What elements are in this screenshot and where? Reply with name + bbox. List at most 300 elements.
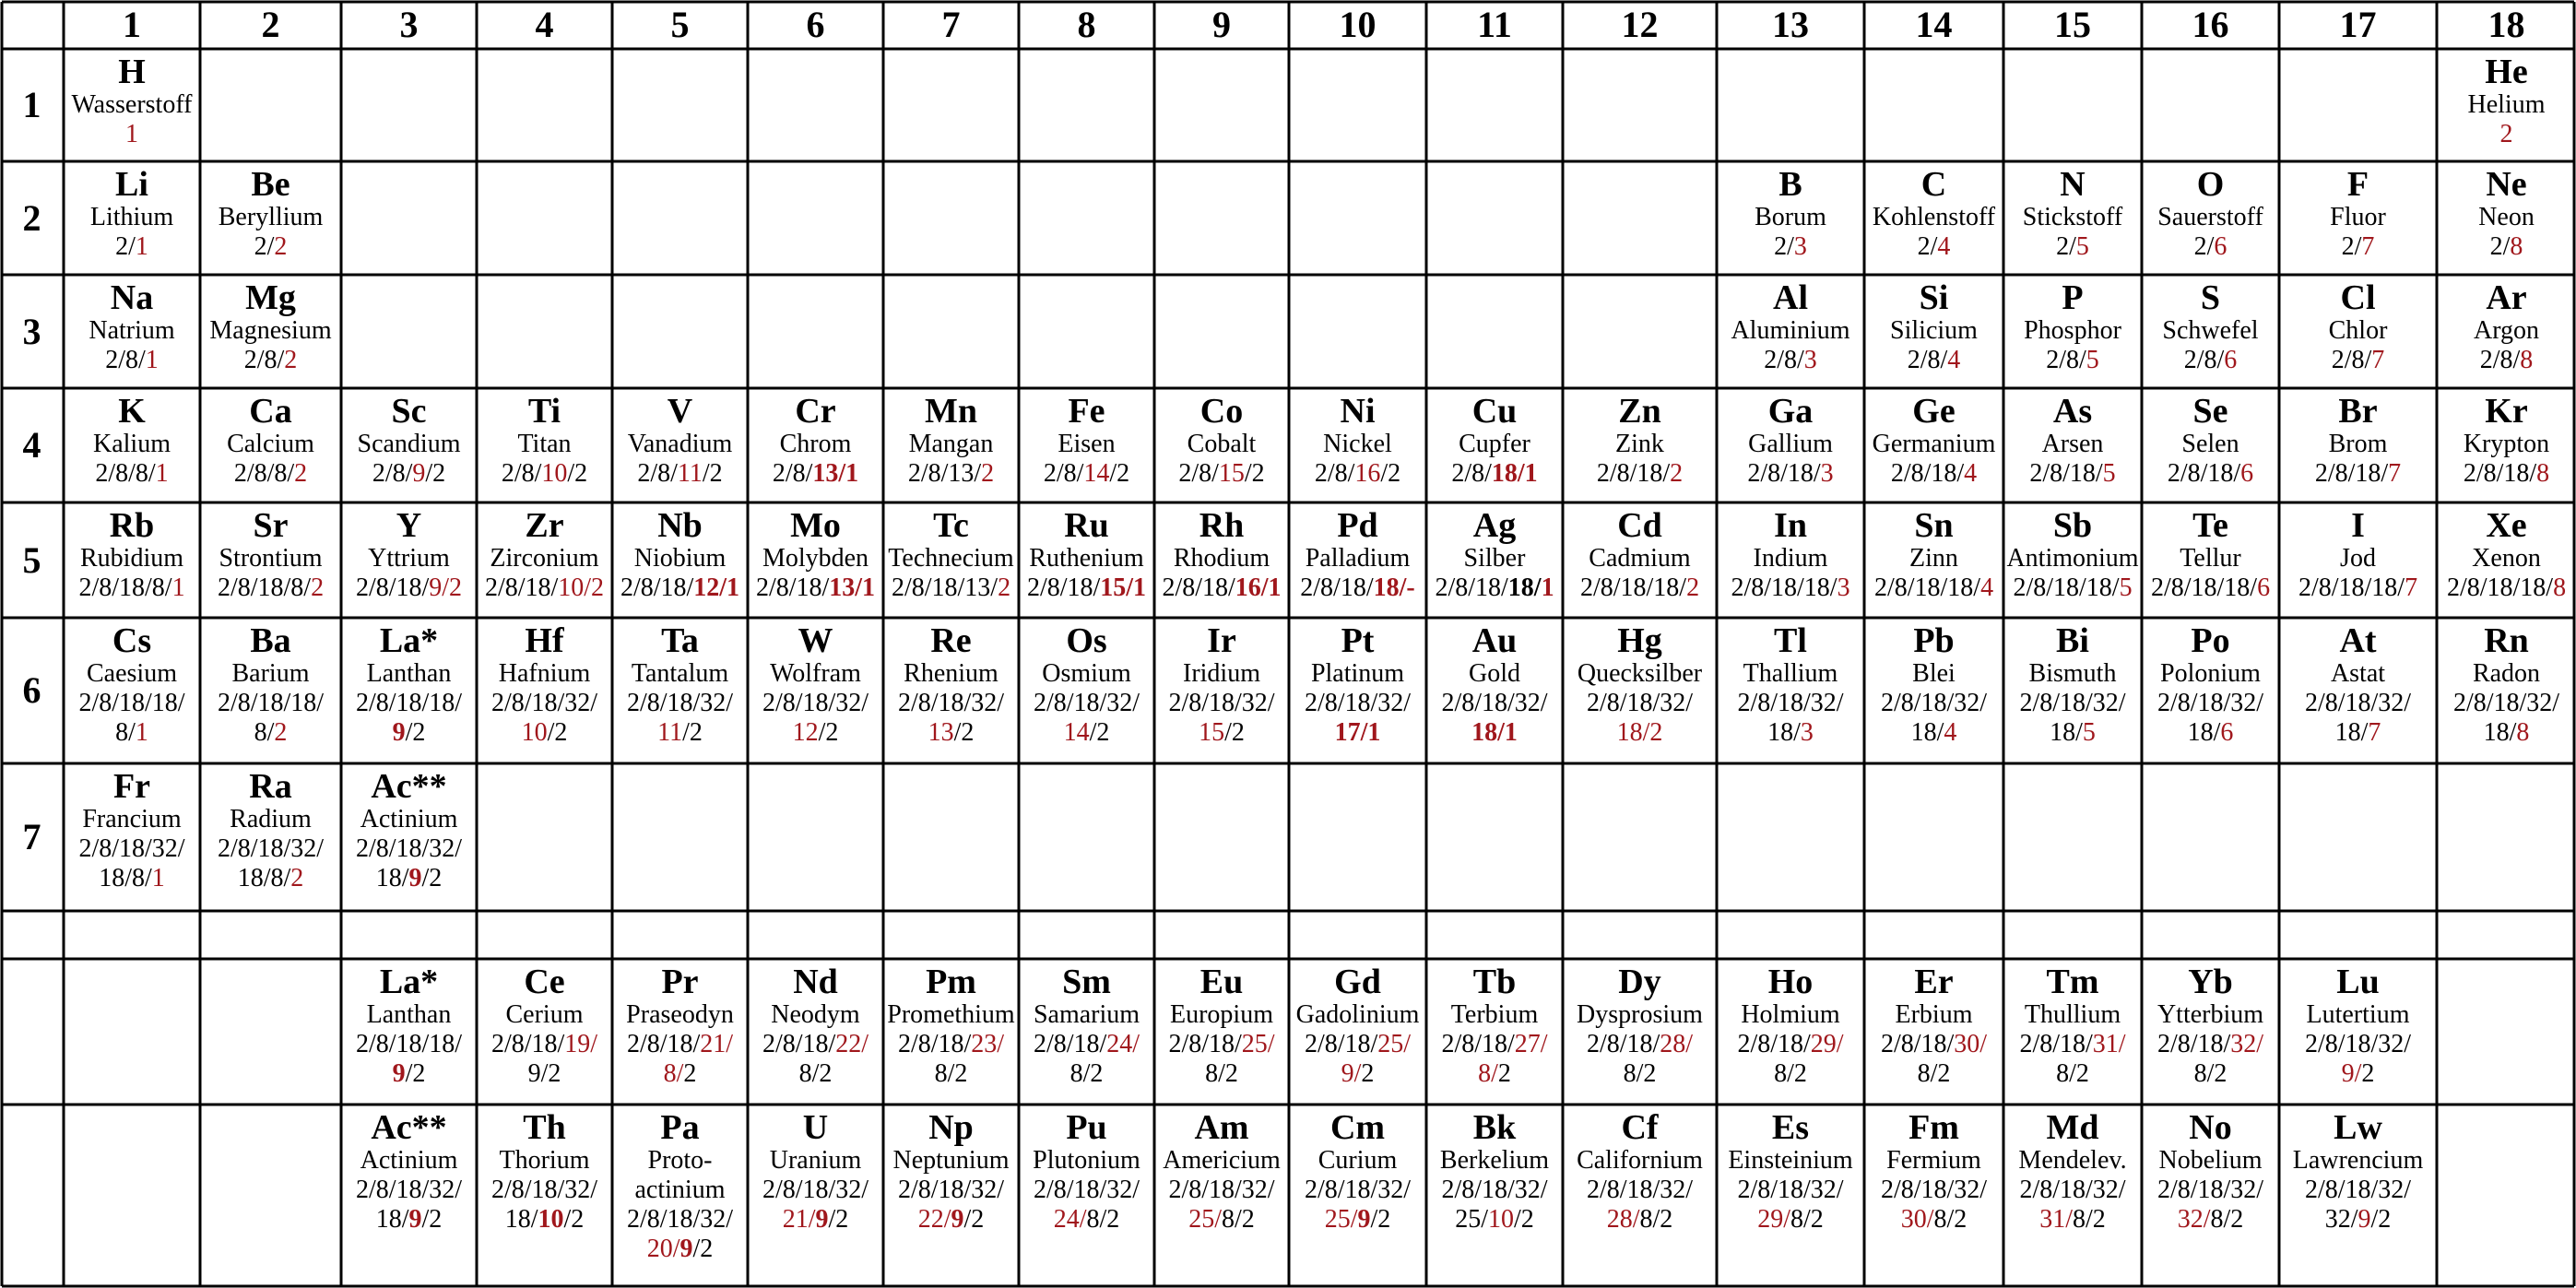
element-symbol: Ar — [2486, 278, 2527, 317]
group-header: 18 — [2487, 3, 2525, 45]
config-segment: 2/8/18/32/ — [626, 689, 734, 717]
element-cell-sn — [1859, 507, 2009, 603]
config-segment: /2 — [1380, 459, 1401, 488]
element-symbol: Fe — [1068, 392, 1105, 431]
element-symbol: Cf — [1621, 1108, 1659, 1147]
electron-config — [2136, 346, 2285, 375]
element-name: Chrom — [779, 430, 852, 458]
config-segment: 18/ — [504, 1205, 538, 1234]
element-cell-mo — [742, 507, 889, 603]
electron-config — [1998, 1030, 2147, 1059]
element-symbol: Np — [928, 1108, 974, 1147]
config-segment: 2 — [1497, 1059, 1511, 1088]
element-symbol: Se — [2192, 392, 2228, 431]
element-cell-tl — [1711, 622, 1870, 748]
element-cell-po — [2136, 622, 2285, 748]
config-segment: 8/ — [115, 718, 136, 747]
element-symbol: La* — [379, 963, 439, 1001]
element-symbol: Pt — [1341, 621, 1375, 660]
electron-config — [1998, 459, 2147, 489]
config-segment: /2 — [421, 864, 443, 892]
config-segment: 5 — [2086, 346, 2099, 374]
element-symbol: Ho — [1767, 963, 1814, 1001]
element-cell-au — [1421, 622, 1568, 748]
config-segment: 8/2 — [934, 1059, 968, 1088]
electron-config — [607, 718, 753, 748]
electron-config — [1149, 1176, 1294, 1205]
electron-config — [2431, 573, 2576, 603]
element-symbol: In — [1774, 506, 1807, 545]
config-segment: 2/8/18/ — [2167, 459, 2241, 488]
element-name: Fermium — [1886, 1146, 1981, 1175]
element-name: Yttrium — [368, 544, 450, 573]
element-symbol: Br — [2338, 392, 2378, 431]
element-symbol: Ne — [2486, 165, 2527, 204]
config-segment: 2/8/18/ — [620, 573, 694, 602]
electron-config — [1557, 689, 1722, 718]
electron-config — [2274, 1030, 2442, 1059]
config-segment: 2/8/18/32/ — [1586, 1176, 1694, 1204]
element-symbol: Ra — [249, 767, 292, 806]
config-segment: 2/8/18/32/ — [2157, 1176, 2264, 1204]
electron-config — [2136, 232, 2285, 262]
element-symbol: Fm — [1908, 1108, 1959, 1147]
config-segment: /2 — [953, 718, 975, 747]
element-symbol: Hg — [1617, 621, 1662, 660]
element-cell-xe — [2431, 507, 2576, 603]
element-cell-u — [742, 1109, 889, 1235]
config-segment: /2 — [1244, 459, 1265, 488]
config-segment: 7 — [2405, 573, 2418, 602]
electron-config — [742, 1205, 889, 1235]
element-symbol: Ca — [249, 392, 292, 431]
config-segment: 2/8/18/32/ — [355, 834, 463, 863]
element-symbol: Tb — [1472, 963, 1517, 1001]
element-symbol: Hf — [525, 621, 564, 660]
electron-config — [1421, 1030, 1568, 1059]
element-name: Antimonium — [2006, 544, 2139, 573]
electron-config — [1557, 1059, 1722, 1089]
config-segment: 8/2 — [1790, 1205, 1824, 1234]
electron-config — [607, 1205, 753, 1235]
element-symbol: Bk — [1472, 1108, 1517, 1147]
config-segment: 18/ — [1507, 573, 1542, 602]
electron-config — [742, 573, 889, 603]
element-name: Rubidium — [79, 544, 183, 573]
config-segment: 9/2 — [429, 573, 463, 602]
electron-config — [58, 864, 206, 893]
element-symbol: Zn — [1618, 392, 1661, 431]
element-name: Helium — [2467, 90, 2546, 119]
config-segment: 2 — [274, 232, 288, 261]
config-segment: 2/8/13/ — [907, 459, 982, 488]
element-name: Sauerstoff — [2157, 203, 2263, 231]
config-segment: 8/2 — [1222, 1205, 1255, 1234]
element-cell-nb — [607, 507, 753, 603]
config-segment: 2/8/8/ — [95, 459, 156, 488]
config-segment: 28/ — [1606, 1205, 1640, 1234]
electron-config — [1149, 1205, 1294, 1235]
config-segment: 6 — [2257, 573, 2271, 602]
electron-config — [1013, 573, 1160, 603]
config-segment: 8/2 — [1639, 1205, 1673, 1234]
element-symbol: Bi — [2056, 621, 2089, 660]
element-symbol: Th — [523, 1108, 566, 1147]
electron-config — [1711, 459, 1870, 489]
config-segment: 4 — [1937, 232, 1951, 261]
electron-config — [336, 459, 482, 489]
electron-config — [2431, 120, 2576, 149]
element-symbol: Ge — [1912, 392, 1956, 431]
period-header: 3 — [22, 310, 41, 352]
element-name: Scandium — [357, 430, 461, 458]
electron-config — [58, 232, 206, 262]
group-header: 12 — [1621, 3, 1659, 45]
electron-config — [336, 1176, 482, 1205]
period-header: 5 — [22, 538, 41, 581]
config-segment: /2 — [563, 1205, 585, 1234]
element-cell-h — [58, 53, 206, 149]
electron-config — [1711, 232, 1870, 262]
config-segment: 2/8/18/ — [2157, 1030, 2231, 1058]
config-segment: 1 — [135, 232, 148, 261]
element-name: Zinn — [1909, 544, 1958, 573]
config-segment: 25/ — [1241, 1030, 1275, 1058]
config-segment: 2/8/18/ — [484, 573, 559, 602]
element-symbol: Yb — [2188, 963, 2233, 1001]
electron-config — [471, 718, 618, 748]
electron-config — [58, 689, 206, 718]
element-name: Terbium — [1450, 1000, 1539, 1029]
element-name: Dysprosium — [1577, 1000, 1703, 1029]
config-segment: 24/ — [1106, 1030, 1140, 1058]
config-segment: 2/8/18/8/ — [217, 573, 312, 602]
element-cell-nd — [742, 963, 889, 1089]
electron-config — [1421, 1059, 1568, 1089]
element-cell-pt — [1283, 622, 1432, 748]
electron-config — [2136, 1030, 2285, 1059]
electron-config — [336, 689, 482, 718]
element-symbol: S — [2200, 278, 2221, 317]
config-segment: 2 — [274, 718, 288, 747]
element-cell-bk — [1421, 1109, 1568, 1235]
element-cell-sm — [1013, 963, 1160, 1089]
electron-config — [471, 459, 618, 489]
config-segment: 27/ — [1514, 1030, 1548, 1058]
element-cell-he — [2431, 53, 2576, 149]
config-segment: 8/ — [663, 1059, 684, 1088]
element-name: Radon — [2472, 659, 2541, 688]
element-cell-pb — [1859, 622, 2009, 748]
config-segment: 18/1 — [1471, 718, 1518, 747]
element-symbol: Be — [251, 165, 290, 204]
config-segment: 3 — [1837, 573, 1850, 602]
element-cell-er — [1859, 963, 2009, 1089]
config-segment: 8/ — [1478, 1059, 1498, 1088]
electron-config — [195, 864, 347, 893]
config-segment: 2/ — [2489, 232, 2511, 261]
element-cell-al — [1711, 279, 1870, 375]
config-segment: 2/8/18/13/ — [891, 573, 998, 602]
config-segment: 2/8/18/ — [1737, 1030, 1811, 1058]
element-name: Iridium — [1183, 659, 1260, 688]
element-name: Californium — [1577, 1146, 1703, 1175]
element-name: Palladium — [1305, 544, 1411, 573]
element-cell-mn — [878, 393, 1024, 489]
config-segment: 2 — [2499, 120, 2513, 148]
config-segment: 9 — [1357, 1205, 1371, 1234]
config-segment: 10/2 — [558, 573, 605, 602]
config-segment: 8/2 — [2210, 1205, 2244, 1234]
element-symbol: Fr — [112, 767, 151, 806]
period-header: 1 — [22, 84, 41, 125]
element-name: Actinium — [360, 1146, 458, 1175]
config-segment: 18/ — [2187, 718, 2221, 747]
config-segment: 10 — [1488, 1205, 1514, 1234]
config-segment: 2/8/18/ — [1441, 1030, 1515, 1058]
electron-config — [1711, 1030, 1870, 1059]
element-cell-lw — [2274, 1109, 2442, 1235]
config-segment: 2/8/18/32/ — [2157, 689, 2264, 717]
element-name: Kohlenstoff — [1872, 203, 1996, 231]
config-segment: 2/8/18/32/ — [626, 1205, 734, 1234]
electron-config — [471, 573, 618, 603]
element-symbol: Tm — [2046, 963, 2099, 1001]
config-segment: 1 — [151, 864, 165, 892]
config-segment: 2 — [284, 346, 298, 374]
group-header: 15 — [2054, 3, 2091, 45]
electron-config — [336, 1030, 482, 1059]
config-segment: 8 — [2553, 573, 2567, 602]
element-cell-c — [1859, 166, 2009, 262]
electron-config — [742, 1176, 889, 1205]
config-segment: 2/8/18/18/ — [217, 689, 325, 717]
config-segment: 25/ — [1455, 1205, 1488, 1234]
element-cell-mg — [195, 279, 347, 375]
config-segment: /2 — [1109, 459, 1130, 488]
config-segment: 2/ — [1774, 232, 1794, 261]
config-segment: 22/ — [835, 1030, 869, 1058]
config-segment: 2/8/18/ — [490, 1030, 565, 1058]
config-segment: 15/1 — [1100, 573, 1147, 602]
config-segment: 2/8/18/32/ — [897, 689, 1005, 717]
element-cell-cl — [2274, 279, 2442, 375]
config-segment: 13/1 — [829, 573, 876, 602]
config-segment: 15 — [1218, 459, 1245, 488]
electron-config — [2431, 718, 2576, 748]
element-name: Lanthan — [366, 659, 452, 688]
element-symbol: Pb — [1913, 621, 1955, 660]
element-name: Bismuth — [2028, 659, 2117, 688]
element-symbol: B — [1778, 165, 1802, 204]
element-symbol: Lw — [2334, 1108, 2382, 1147]
element-name: Vanadium — [627, 430, 733, 458]
config-segment: /2 — [421, 1205, 443, 1234]
config-segment: 18/ — [1767, 718, 1801, 747]
element-cell-ir — [1149, 622, 1294, 748]
element-cell-kr — [2431, 393, 2576, 489]
config-segment: 2/8/18/ — [1890, 459, 1965, 488]
config-segment: 8 — [2536, 459, 2550, 488]
element-name: Stickstoff — [2022, 203, 2123, 231]
config-segment: 9 — [815, 1205, 829, 1234]
electron-config — [1013, 1059, 1160, 1089]
electron-config — [2274, 573, 2442, 603]
config-segment: 2/8/ — [1907, 346, 1948, 374]
element-name: Quecksilber — [1577, 659, 1703, 688]
electron-config — [336, 834, 482, 864]
element-name: Americium — [1163, 1146, 1281, 1175]
config-segment: 3 — [1820, 459, 1834, 488]
config-segment: /2 — [963, 1205, 985, 1234]
element-cell-ac — [336, 1109, 482, 1235]
element-cell-b — [1711, 166, 1870, 262]
element-name-line2: actinium — [634, 1176, 726, 1204]
element-symbol: Pm — [926, 963, 976, 1001]
element-name: Germanium — [1872, 430, 1996, 458]
config-segment: 2/8/18/32/ — [1304, 1176, 1412, 1204]
element-symbol: Os — [1066, 621, 1107, 660]
element-symbol: Sb — [2052, 506, 2093, 545]
element-cell-os — [1013, 622, 1160, 748]
element-cell-cf — [1557, 1109, 1722, 1235]
electron-config — [1557, 459, 1722, 489]
electron-config — [195, 718, 347, 748]
element-symbol: Ac** — [371, 1108, 447, 1147]
config-segment: 31/ — [2039, 1205, 2073, 1234]
electron-config — [607, 1059, 753, 1089]
config-segment: 2/8/ — [501, 459, 542, 488]
element-name: Proto- — [647, 1146, 713, 1175]
electron-config — [1283, 1030, 1432, 1059]
element-symbol: Ga — [1767, 392, 1814, 431]
element-name: Astat — [2330, 659, 2386, 688]
element-name: Berkelium — [1439, 1146, 1550, 1175]
element-name: Brom — [2328, 430, 2388, 458]
config-segment: 2/8/18/ — [1033, 1030, 1107, 1058]
config-segment: 5 — [2082, 718, 2096, 747]
electron-config — [1421, 689, 1568, 718]
config-segment: 2/8/18/18/ — [2150, 573, 2258, 602]
config-segment: 1 — [125, 120, 138, 148]
config-segment: 2/8/18/32/ — [2304, 689, 2412, 717]
config-segment: 9 — [392, 1059, 406, 1088]
element-cell-es — [1711, 1109, 1870, 1235]
element-name: Europium — [1170, 1000, 1273, 1029]
electron-config — [2136, 573, 2285, 603]
config-segment: 2/8/18/18/ — [355, 1030, 463, 1058]
element-name: Nobelium — [2158, 1146, 2263, 1175]
electron-config — [1283, 459, 1432, 489]
config-segment: 1 — [171, 573, 185, 602]
config-segment: 2/8/18/32/ — [1033, 689, 1140, 717]
element-symbol: Au — [1471, 621, 1518, 660]
element-cell-f — [2274, 166, 2442, 262]
electron-config — [1998, 1176, 2147, 1205]
config-segment: 21/ — [782, 1205, 816, 1234]
config-segment: 2/8/18/ — [755, 573, 830, 602]
element-cell-re — [878, 622, 1024, 748]
config-segment: 18/ — [375, 1205, 409, 1234]
config-segment: 2/8/18/32/ — [2452, 689, 2560, 717]
element-symbol: Ti — [527, 392, 561, 431]
config-segment: 9 — [392, 718, 406, 747]
electron-config — [1557, 718, 1722, 748]
config-segment: 2/8/18/32/ — [1586, 689, 1694, 717]
element-symbol: Si — [1919, 278, 1949, 317]
element-symbol: Kr — [2485, 392, 2528, 431]
element-cell-sr — [195, 507, 347, 603]
element-name: Aluminium — [1731, 316, 1850, 345]
config-segment: 2/8/18/32/ — [1880, 689, 1988, 717]
config-segment: 1 — [145, 346, 159, 374]
element-cell-tb — [1421, 963, 1568, 1089]
electron-config — [2274, 718, 2442, 748]
element-cell-p — [1998, 279, 2147, 375]
config-segment: 2/8/18/32/ — [897, 1176, 1005, 1204]
element-cell-zr — [471, 507, 618, 603]
element-symbol: U — [802, 1108, 829, 1147]
config-segment: 2/8/ — [1314, 459, 1355, 488]
element-name: Praseodyn — [626, 1000, 734, 1029]
config-segment: 22/ — [917, 1205, 951, 1234]
element-cell-gd — [1283, 963, 1432, 1089]
element-cell-y — [336, 507, 482, 603]
element-name: Caesium — [87, 659, 177, 688]
element-name: Cupfer — [1459, 430, 1530, 458]
element-cell-np — [878, 1109, 1024, 1235]
electron-config — [58, 459, 206, 489]
config-segment: 10 — [538, 1205, 564, 1234]
electron-config — [2274, 232, 2442, 262]
electron-config — [1013, 1205, 1160, 1235]
electron-config — [195, 834, 347, 864]
config-segment: 2/8/18/18/ — [2446, 573, 2554, 602]
config-segment: 18/ — [1910, 718, 1944, 747]
config-segment: 4 — [1980, 573, 1994, 602]
config-segment: 9 — [679, 1235, 693, 1263]
config-segment: /2 — [692, 1235, 714, 1263]
config-segment: 13 — [928, 718, 954, 747]
config-segment: 2/8/ — [2331, 346, 2372, 374]
config-segment: 1 — [1541, 573, 1554, 602]
group-header: 5 — [670, 3, 690, 45]
element-cell-rb — [58, 507, 206, 603]
element-symbol: Eu — [1199, 963, 1244, 1001]
element-cell-br — [2274, 393, 2442, 489]
electron-config — [878, 718, 1024, 748]
config-segment: 2/8/18/ — [2029, 459, 2103, 488]
config-segment: 2/8/18/32/ — [490, 1176, 598, 1204]
element-cell-w — [742, 622, 889, 748]
config-segment: 2/8/18/ — [2463, 459, 2537, 488]
electron-config — [1557, 573, 1722, 603]
element-cell-o — [2136, 166, 2285, 262]
group-header: 1 — [123, 3, 141, 45]
electron-config — [1859, 573, 2009, 603]
config-segment: 7 — [2388, 459, 2402, 488]
electron-config — [1711, 718, 1870, 748]
config-segment: 2/8/18/ — [1747, 459, 1821, 488]
config-segment: 2/8/ — [2183, 346, 2225, 374]
element-symbol: H — [118, 53, 146, 91]
electron-config — [1711, 573, 1870, 603]
config-segment: 14 — [1083, 459, 1110, 488]
config-segment: 6 — [2220, 718, 2234, 747]
electron-config — [1283, 1059, 1432, 1089]
element-symbol: Ac** — [371, 767, 447, 806]
electron-config — [58, 346, 206, 375]
